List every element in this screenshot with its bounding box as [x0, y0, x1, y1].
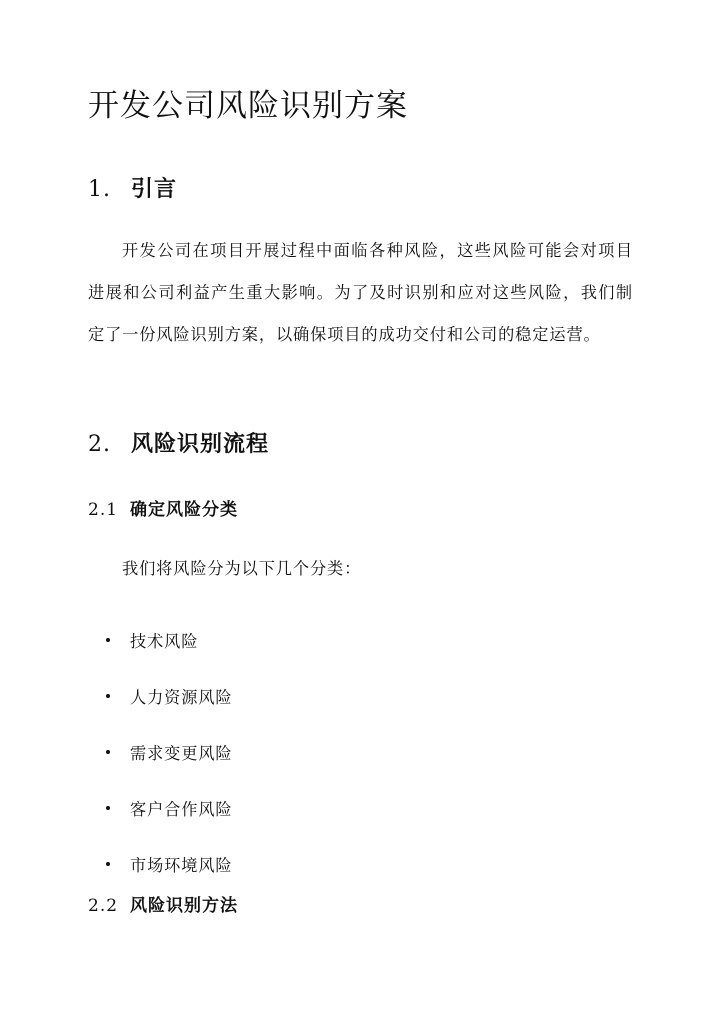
subsection-heading-categories — [88, 497, 238, 523]
list-item-label: 需求变更风险 — [130, 744, 233, 763]
categories-intro: 我们将风险分为以下几个分类： — [122, 559, 362, 578]
introduction-paragraph: 开发公司在项目开展过程中面临各种风险，这些风险可能会对项目进展和公司利益产生重大影响。为了及时识别和应对这些风险，我们制定了一份风险识别方案，以确保项目的成功交付和公司的稳定运营。 — [88, 241, 633, 344]
list-item — [106, 780, 233, 836]
list-item-label: 技术风险 — [130, 632, 199, 651]
list-item — [106, 724, 233, 780]
list-item-label: 客户合作风险 — [130, 800, 233, 819]
section-title: 引言 — [131, 176, 178, 202]
list-item-label: 市场环境风险 — [130, 856, 233, 875]
section-heading-process — [88, 428, 269, 461]
bullet-icon — [106, 750, 110, 754]
list-item — [106, 612, 233, 668]
bullet-icon — [106, 694, 110, 698]
bullet-icon — [106, 806, 110, 810]
document-title: 开发公司风险识别方案 — [88, 88, 408, 124]
risk-category-list — [106, 612, 233, 892]
bullet-icon — [106, 638, 110, 642]
section-heading-introduction — [88, 173, 177, 206]
list-item — [106, 668, 233, 724]
subsection-title: 风险识别方法 — [130, 896, 239, 916]
subsection-heading-methods — [88, 893, 238, 919]
section-title: 风险识别流程 — [131, 431, 270, 457]
list-item — [106, 836, 233, 892]
subsection-title: 确定风险分类 — [130, 500, 239, 520]
subsection-number: 2.2 — [88, 896, 119, 916]
subsection-number: 2.1 — [88, 500, 119, 520]
section-number: 1. — [88, 177, 111, 202]
bullet-icon — [106, 862, 110, 866]
list-item-label: 人力资源风险 — [130, 688, 233, 707]
section-number: 2. — [88, 432, 111, 457]
